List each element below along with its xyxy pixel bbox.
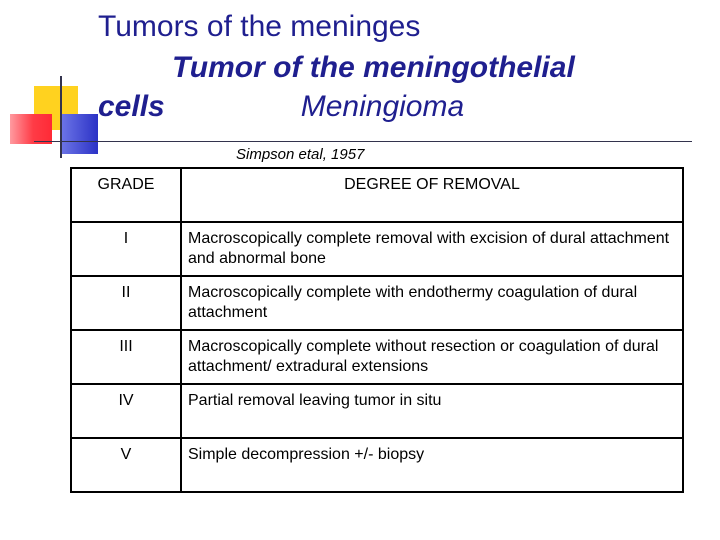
removal-cell: Macroscopically complete with endothermy coagulation of dural attachment [181, 276, 683, 330]
grade-cell: I [71, 222, 181, 276]
grade-cell: V [71, 438, 181, 492]
table-row [71, 276, 683, 330]
grade-table [70, 167, 684, 493]
table-row [71, 222, 683, 276]
decor-blue-square [62, 114, 98, 154]
removal-cell: Macroscopically complete without resection or coagulation of dural attachment/ extradural extensions [181, 330, 683, 384]
header-grade: GRADE [71, 168, 181, 222]
title-line-1: Tumors of the meninges [98, 10, 421, 43]
table-row [71, 438, 683, 492]
table-row [71, 330, 683, 384]
decor-horizontal-line [34, 141, 692, 142]
decor-red-square [10, 114, 52, 144]
grade-cell: III [71, 330, 181, 384]
title-line-3 [98, 90, 708, 124]
decor-vertical-line [60, 76, 62, 158]
title-meningioma: Meningioma [300, 90, 465, 123]
removal-cell: Partial removal leaving tumor in situ [181, 384, 683, 438]
title-cells: cells [98, 90, 165, 123]
table-header-row [71, 168, 683, 222]
title-line-2: Tumor of the meningothelial [172, 51, 575, 84]
table-row [71, 384, 683, 438]
slide-title [98, 8, 708, 124]
citation: Simpson etal, 1957 [236, 146, 365, 163]
grade-cell: II [71, 276, 181, 330]
removal-cell: Simple decompression +/- biopsy [181, 438, 683, 492]
grade-cell: IV [71, 384, 181, 438]
header-degree-of-removal: DEGREE OF REMOVAL [181, 168, 683, 222]
removal-cell: Macroscopically complete removal with excision of dural attachment and abnormal bone [181, 222, 683, 276]
